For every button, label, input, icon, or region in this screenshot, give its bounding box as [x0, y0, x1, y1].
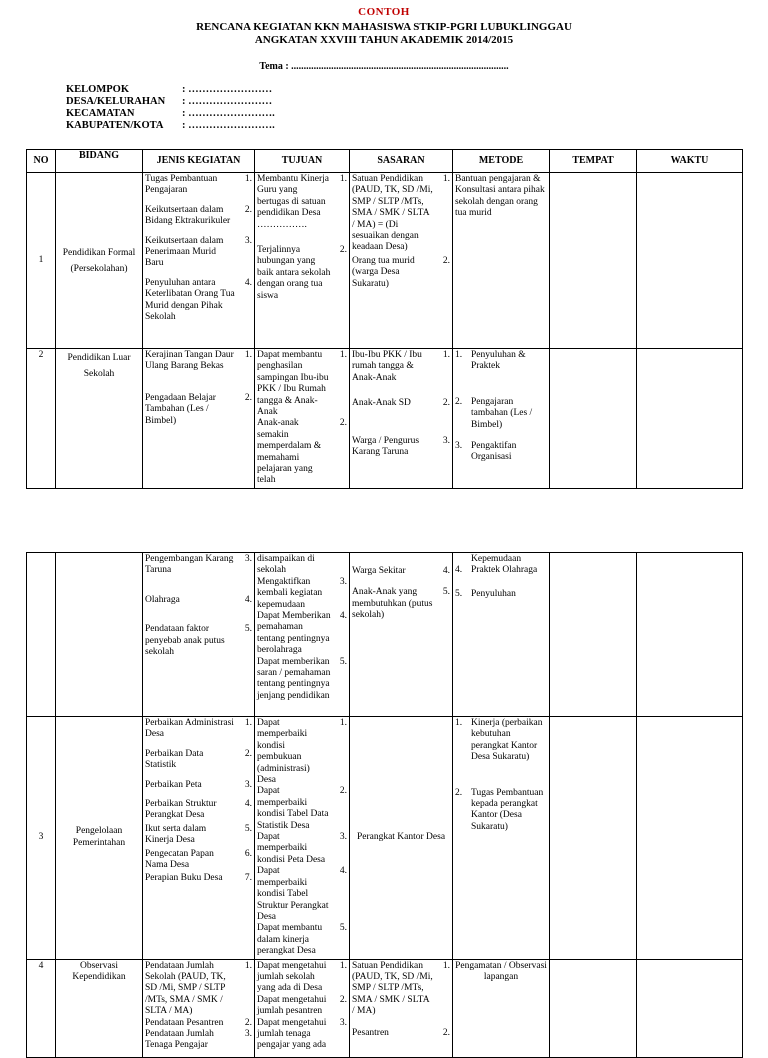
item-number: 3. [442, 435, 450, 446]
list-item [455, 565, 547, 576]
tema-line: Tema : ....................................................................................... [259, 61, 509, 72]
meta-label: DESA/KELURAHAN [66, 96, 166, 107]
meta-kecamatan [66, 108, 275, 119]
row-waktu [637, 717, 743, 960]
item-number: 1. [244, 960, 252, 971]
row-sasaran: Perangkat Kantor Desa [350, 717, 453, 960]
item-text: Ikut serta dalam Kinerja Desa [145, 823, 207, 846]
item-text: Satuan Pendidikan (PAUD, TK, SD /Mi, SMP / SLTP /MTs, SMA / SMK / SLTA / MA) [352, 960, 433, 1017]
item-text: Dapat memperbaiki kondisi Tabel Struktur Perangkat Desa [257, 866, 329, 922]
item-number: 1. [442, 960, 450, 971]
row-tujuan [255, 173, 350, 349]
meta-kelompok [66, 84, 272, 95]
list-item [257, 657, 347, 703]
col-header-metode: METODE [453, 150, 550, 173]
list-item [352, 256, 450, 290]
list-item [145, 1018, 252, 1029]
list-item [145, 393, 252, 427]
list-item [145, 554, 252, 577]
list-item [145, 236, 252, 270]
item-text: Satuan Pendidikan (PAUD, TK, SD /Mi, SMP / SLTP /MTs, SMA / SMK / SLTA / MA) = (Di sesuaikan dengan keadaan Desa) [352, 174, 433, 253]
list-item [257, 174, 347, 231]
list-item [145, 205, 252, 228]
row-waktu [637, 349, 743, 489]
item-text: Dapat memberikan saran / pemahaman tentang pentingnya jenjang pendidikan [257, 656, 331, 701]
list-item [257, 961, 347, 995]
list-item [257, 245, 347, 302]
item-number: 4. [455, 565, 463, 576]
list-item [145, 849, 252, 872]
list-item [352, 350, 450, 384]
list-item [145, 799, 252, 822]
item-number: 3. [339, 1017, 347, 1028]
item-text: Dapat memperbaiki kondisi Tabel Data Statistik Desa [257, 786, 329, 831]
row-waktu [637, 553, 743, 717]
table-row [27, 349, 743, 489]
row-tujuan [255, 553, 350, 717]
item-number: 1. [442, 174, 450, 184]
meta-value: : ……………………. [182, 120, 275, 131]
item-text: Perbaikan Data Statistik [145, 748, 204, 771]
row-sasaran [350, 959, 453, 1057]
item-text: Mengaktifkan kembali kegiatan kepemudaan [257, 576, 323, 610]
document-subtitle: ANGKATAN XXVIII TAHUN AKADEMIK 2014/2015 [254, 34, 514, 46]
row-jenis [143, 717, 255, 960]
list-item [257, 418, 347, 486]
list-item [257, 995, 347, 1018]
item-number: 5. [244, 823, 252, 834]
list-item [352, 566, 450, 577]
item-number: 3. [244, 779, 252, 790]
item-text: Dapat mengetahui jumlah sekolah yang ada di Desa [257, 960, 327, 994]
list-item [455, 554, 547, 565]
col-header-tujuan: TUJUAN [255, 150, 350, 173]
table-row [27, 173, 743, 349]
item-number: 2. [244, 1017, 252, 1028]
meta-value: : ……………………. [182, 108, 275, 119]
list-item [145, 749, 252, 772]
list-item [145, 624, 252, 658]
item-number: 2. [442, 1027, 450, 1038]
item-number: 5. [339, 923, 347, 934]
item-number: 2. [455, 396, 463, 407]
item-number [455, 554, 471, 565]
row-jenis [143, 173, 255, 349]
item-text: Dapat memperbaiki kondisi Peta Desa [257, 832, 326, 865]
item-number: 2. [244, 748, 252, 759]
item-text: Perapian Buku Desa [145, 873, 223, 884]
item-text: Anak-anak semakin memperdalam & memahami pelajaran yang telah [257, 418, 322, 486]
table-row [27, 717, 743, 960]
item-text: Pendataan faktor penyebab anak putus sekolah [145, 624, 225, 658]
list-item [455, 718, 547, 764]
item-number: 1. [455, 350, 463, 360]
item-text: Pengecatan Papan Nama Desa [145, 848, 214, 871]
activity-table-page1 [26, 149, 743, 489]
item-number: 2. [442, 398, 450, 409]
item-number: 7. [244, 873, 252, 884]
list-item [145, 278, 252, 324]
item-number: 2. [244, 392, 252, 403]
item-number: 2. [339, 994, 347, 1005]
row-bidang: Pendidikan Formal (Persekolahan) [56, 173, 143, 349]
list-item [352, 961, 450, 1018]
item-text: Tugas Pembantuan kepada perangkat Kantor (Desa Sukaratu) [471, 787, 544, 832]
list-item [455, 350, 547, 373]
item-text: Anak-Anak yang membutuhkan (putus sekolah) [352, 587, 433, 621]
row-bidang: Pendidikan Luar Sekolah [56, 349, 143, 489]
item-number: 5. [244, 624, 252, 635]
list-item [257, 832, 347, 866]
item-text: Anak-Anak SD [352, 398, 411, 409]
list-item [257, 1018, 347, 1052]
item-number: 2. [442, 255, 450, 266]
row-no: 4 [27, 959, 56, 1057]
item-number: 5. [339, 656, 347, 667]
list-item [352, 1028, 450, 1039]
table-row [27, 553, 743, 717]
item-number: 1. [339, 350, 347, 360]
item-text: Dapat mengetahui jumlah pesantren [257, 994, 327, 1017]
item-text: Perbaikan Struktur Perangkat Desa [145, 799, 217, 821]
list-item [352, 587, 450, 621]
table-row [27, 959, 743, 1057]
list-item [145, 780, 252, 791]
item-text: Perbaikan Peta [145, 779, 202, 790]
item-text: Pengadaan Belajar Tambahan (Les / Bimbel) [145, 392, 216, 426]
row-metode [453, 717, 550, 960]
list-item [257, 554, 347, 577]
row-metode [453, 553, 550, 717]
item-text: Praktek Olahraga [471, 565, 538, 576]
item-number: 2. [339, 786, 347, 797]
list-item [455, 788, 547, 834]
list-item [145, 1029, 252, 1052]
row-tempat [550, 553, 637, 717]
col-header-jenis-kegiatan: JENIS KEGIATAN [143, 150, 255, 173]
item-text: Pesantren [352, 1027, 389, 1038]
item-text: Warga Sekitar [352, 566, 406, 576]
list-item [455, 441, 547, 464]
contoh-label: CONTOH [358, 6, 410, 18]
meta-value: : …………………… [182, 84, 273, 95]
meta-value: : …………………… [182, 96, 273, 107]
table-header-row [27, 150, 743, 173]
row-jenis [143, 349, 255, 489]
item-number: 1. [244, 718, 252, 728]
item-text: Penyuluhan [471, 588, 516, 599]
list-item [145, 961, 252, 1018]
list-item [257, 611, 347, 657]
item-text: Kerajinan Tangan Daur Ulang Barang Bekas [145, 350, 234, 372]
item-text: Keikutsertaan dalam Penerimaan Murid Baru [145, 235, 224, 269]
list-item [257, 923, 347, 957]
row-metode: Pengamatan / Observasi lapangan [453, 959, 550, 1057]
list-item [257, 577, 347, 611]
item-text: disampaikan di sekolah [257, 554, 315, 576]
item-number: 1. [244, 350, 252, 360]
item-number: 3. [244, 554, 252, 564]
row-tujuan [255, 717, 350, 960]
item-text: Penyuluhan & Praktek [471, 350, 526, 372]
item-number: 1. [244, 174, 252, 184]
row-jenis [143, 959, 255, 1057]
item-text: Keikutsertaan dalam Bidang Ektrakurikuler [145, 204, 231, 227]
item-number: 1. [455, 718, 463, 728]
item-number: 2. [244, 204, 252, 215]
row-no: 2 [27, 349, 56, 489]
item-number: 3. [455, 441, 463, 452]
row-tempat [550, 717, 637, 960]
meta-desa [66, 96, 272, 107]
item-number: 3. [244, 1028, 252, 1039]
col-header-waktu: WAKTU [637, 150, 743, 173]
item-text: Olahraga [145, 594, 180, 605]
list-item [352, 398, 450, 409]
item-text: Dapat membantu penghasilan sampingan Ibu-ibu PKK / Ibu Rumah tangga & Anak-Anak [257, 350, 329, 418]
item-number: 3. [244, 235, 252, 246]
row-no [27, 553, 56, 717]
item-text: Orang tua murid (warga Desa Sukaratu) [352, 255, 415, 289]
item-number: 1. [339, 718, 347, 728]
list-item [145, 595, 252, 606]
col-header-sasaran: SASARAN [350, 150, 453, 173]
item-text: Tugas Pembantuan Pengajaran [145, 174, 218, 196]
item-text: Warga / Pengurus Karang Taruna [352, 435, 420, 458]
item-number: 4. [244, 277, 252, 288]
item-number: 2. [339, 245, 347, 256]
item-number: 1. [339, 174, 347, 184]
row-tujuan [255, 349, 350, 489]
item-text: Dapat Memberikan pemahaman tentang pentingnya berolahraga [257, 611, 331, 656]
row-tujuan [255, 959, 350, 1057]
row-tempat [550, 349, 637, 489]
item-text: Pengajaran tambahan (Les / Bimbel) [471, 396, 533, 430]
item-number: 5. [455, 588, 463, 599]
item-number: 4. [244, 594, 252, 605]
row-sasaran [350, 173, 453, 349]
item-text: Dapat membantu dalam kinerja perangkat Desa [257, 923, 323, 957]
list-item [145, 824, 252, 847]
item-text: Dapat memperbaiki kondisi pembukuan (administrasi) Desa [257, 718, 310, 786]
list-item [455, 589, 547, 600]
item-text: Pendataan Pesantren [145, 1017, 224, 1028]
item-text: Ibu-Ibu PKK / Ibu rumah tangga & Anak-Anak [352, 350, 422, 383]
document-title: RENCANA KEGIATAN KKN MAHASISWA STKIP-PGRI LUBUKLINGGAU [196, 21, 572, 33]
row-waktu [637, 959, 743, 1057]
item-text: Pendataan Jumlah Sekolah (PAUD, TK, SD /Mi, SMP / SLTP /MTs, SMA / SMK / SLTA / MA) [145, 960, 226, 1017]
item-text: Dapat mengetahui jumlah tenaga pengajar yang ada [257, 1017, 327, 1051]
col-header-no: NO [27, 150, 56, 173]
row-no: 1 [27, 173, 56, 349]
meta-label: KELOMPOK [66, 84, 129, 95]
list-item [257, 866, 347, 923]
row-tempat [550, 959, 637, 1057]
item-text: Perbaikan Administrasi Desa [145, 718, 234, 740]
item-number: 1. [442, 350, 450, 360]
col-header-tempat: TEMPAT [550, 150, 637, 173]
item-number: 6. [244, 848, 252, 859]
list-item [352, 174, 450, 254]
row-bidang: Observasi Kependidikan [56, 959, 143, 1057]
row-jenis [143, 553, 255, 717]
item-text: Pengaktifan Organisasi [471, 441, 517, 463]
list-item [145, 718, 252, 741]
item-number: 1. [339, 960, 347, 971]
activity-table-page2 [26, 552, 743, 1058]
item-number: 3. [339, 832, 347, 843]
item-number: 2. [339, 418, 347, 429]
item-text: Penyuluhan antara Keterlibatan Orang Tua Murid dengan Pihak Sekolah [145, 277, 235, 323]
list-item [257, 718, 347, 786]
item-number: 4. [244, 799, 252, 810]
meta-label: KABUPATEN/KOTA [66, 120, 164, 131]
item-number: 5. [442, 587, 450, 598]
row-metode [453, 349, 550, 489]
item-text: Terjalinnya hubungan yang baik antara sekolah dengan orang tua siswa [257, 245, 331, 301]
item-number [331, 554, 347, 577]
col-header-bidang: BIDANG [56, 150, 143, 173]
meta-kabupaten [66, 120, 275, 131]
row-bidang [56, 553, 143, 717]
row-tempat [550, 173, 637, 349]
item-number: 2. [455, 787, 463, 798]
meta-label: KECAMATAN [66, 108, 135, 119]
list-item [145, 873, 252, 884]
item-text: Pengembangan Karang Taruna [145, 554, 234, 576]
row-metode: Bantuan pengajaran & Konsultasi antara pihak sekolah dengan orang tua murid [453, 173, 550, 349]
list-item [145, 350, 252, 373]
item-text: Kepemudaan [471, 554, 522, 564]
item-number: 3. [339, 576, 347, 587]
item-text: Membantu Kinerja Guru yang bertugas di satuan pendidikan Desa ……………. [257, 174, 330, 230]
item-number: 4. [339, 611, 347, 622]
item-text: Pendataan Jumlah Tenaga Pengajar [145, 1028, 214, 1051]
row-no: 3 [27, 717, 56, 960]
list-item [257, 350, 347, 418]
item-text: Kinerja (perbaikan kebutuhan perangkat Kantor Desa Sukaratu) [471, 718, 543, 763]
item-number: 4. [339, 866, 347, 877]
list-item [145, 174, 252, 197]
list-item [257, 786, 347, 832]
list-item [455, 397, 547, 431]
item-number: 4. [442, 566, 450, 576]
row-waktu [637, 173, 743, 349]
list-item [352, 436, 450, 459]
row-sasaran [350, 349, 453, 489]
row-sasaran [350, 553, 453, 717]
row-bidang: Pengelolaan Pemerintahan [56, 717, 143, 960]
